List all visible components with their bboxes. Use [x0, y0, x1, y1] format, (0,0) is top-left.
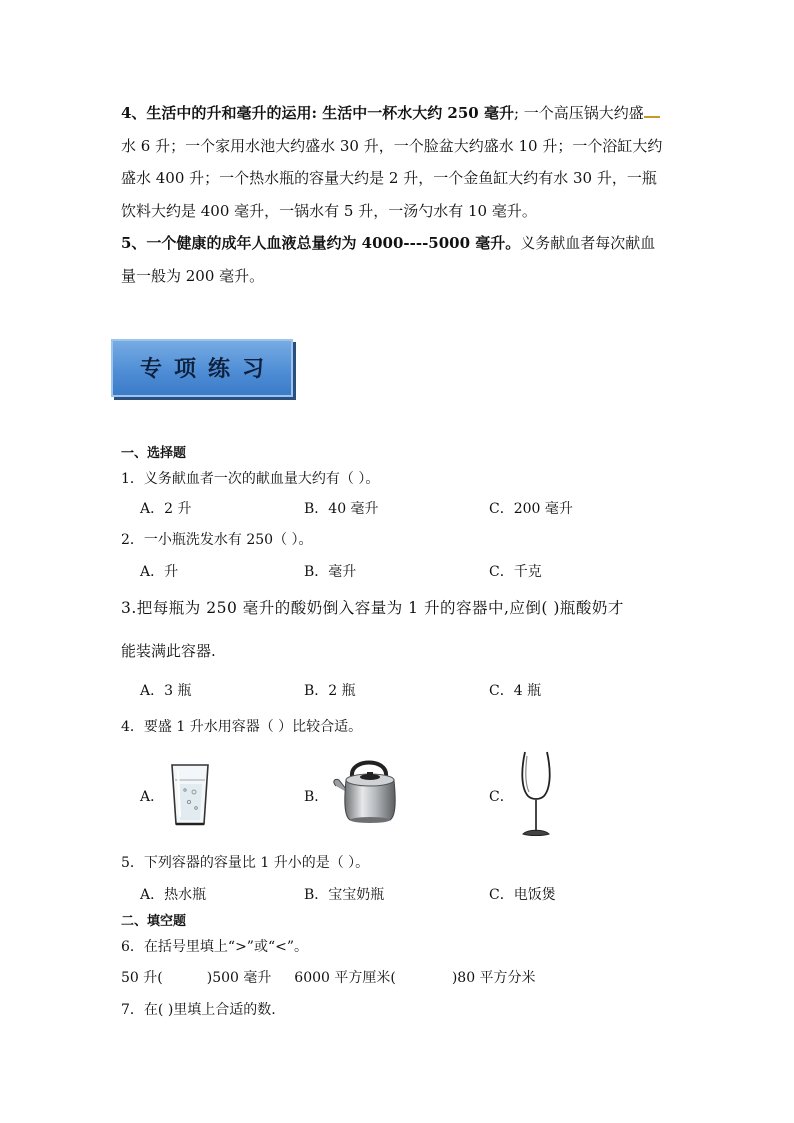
glass-icon — [170, 762, 210, 828]
question-1: 1．义务献血者一次的献血量大约有（ ）。 — [121, 471, 380, 487]
q2-option-a: A．升 — [140, 564, 179, 580]
banner-label: 专项练习 — [139, 357, 276, 382]
q5-option-b: B．宝宝奶瓶 — [304, 887, 385, 903]
question-4: 4．要盛 1 升水用容器（ ）比较合适。 — [121, 719, 363, 735]
point-5-bold: 5、一个健康的成年人血液总量约为 4000----5000 毫升。 — [121, 234, 521, 252]
q1-option-c: C．200 毫升 — [489, 501, 573, 517]
point-4-line2: 水 6 升；一个家用水池大约盛水 30 升，一个脸盆大约盛水 10 升；一个浴缸大约 — [121, 136, 663, 155]
wine-glass-icon — [518, 750, 554, 838]
knowledge-points — [121, 97, 677, 292]
point-4-line4: 饮料大约是 400 毫升，一锅水有 5 升，一汤勺水有 10 毫升。 — [121, 201, 537, 220]
point-5-line2: 量一般为 200 毫升。 — [121, 266, 265, 285]
q2-option-b: B．毫升 — [304, 564, 357, 580]
q6-item-b-left: 6000 平方厘米( — [294, 970, 396, 986]
point-4-text: ; 一个高压锅大约盛 — [513, 104, 644, 122]
q3-option-c: C．4 瓶 — [489, 683, 542, 699]
kettle-icon — [330, 750, 410, 825]
point-5-text: 义务献血者每次献血 — [520, 234, 656, 252]
question-3-line2: 能装满此容器. — [121, 642, 216, 660]
q1-option-b: B．40 毫升 — [304, 501, 379, 517]
section-fill-title: 二、填空题 — [121, 914, 187, 929]
question-7: 7．在( )里填上合适的数. — [121, 1002, 276, 1018]
point-4-bold: 4、生活中的升和毫升的运用: 生活中一杯水大约 250 毫升 — [121, 104, 514, 122]
point-4 — [121, 97, 677, 130]
underline-mark — [644, 106, 660, 118]
practice-banner — [111, 339, 293, 397]
q5-option-a: A．热水瓶 — [140, 887, 207, 903]
q6-item-b-right: )80 平方分米 — [451, 970, 536, 986]
point-4-line3: 盛水 400 升；一个热水瓶的容量大约是 2 升，一个金鱼缸大约有水 30 升，一瓶 — [121, 169, 657, 187]
q2-option-c: C．千克 — [489, 564, 542, 580]
question-5: 5．下列容器的容量比 1 升小的是（ ）。 — [121, 855, 370, 871]
question-2: 2．一小瓶洗发水有 250（ ）。 — [121, 532, 313, 548]
q4-option-b: B． — [304, 789, 329, 805]
point-5 — [121, 227, 677, 260]
q3-option-b: B．2 瓶 — [304, 683, 356, 699]
q4-option-a: A． — [140, 789, 165, 805]
q5-option-c: C．电饭煲 — [489, 887, 556, 903]
q4-option-c: C． — [489, 789, 514, 805]
q6-item-a-right: )500 毫升 — [206, 970, 272, 986]
section-choice-title: 一、选择题 — [121, 446, 187, 461]
q3-option-a: A．3 瓶 — [140, 683, 192, 699]
question-6: 6．在括号里填上“>”或“<”。 — [121, 939, 308, 955]
q1-option-a: A．2 升 — [140, 501, 192, 517]
q6-item-a-left: 50 升( — [121, 970, 163, 986]
question-6-items — [121, 967, 536, 987]
question-3-line1: 3.把每瓶为 250 毫升的酸奶倒入容量为 1 升的容器中,应倒( )瓶酸奶才 — [121, 599, 624, 617]
